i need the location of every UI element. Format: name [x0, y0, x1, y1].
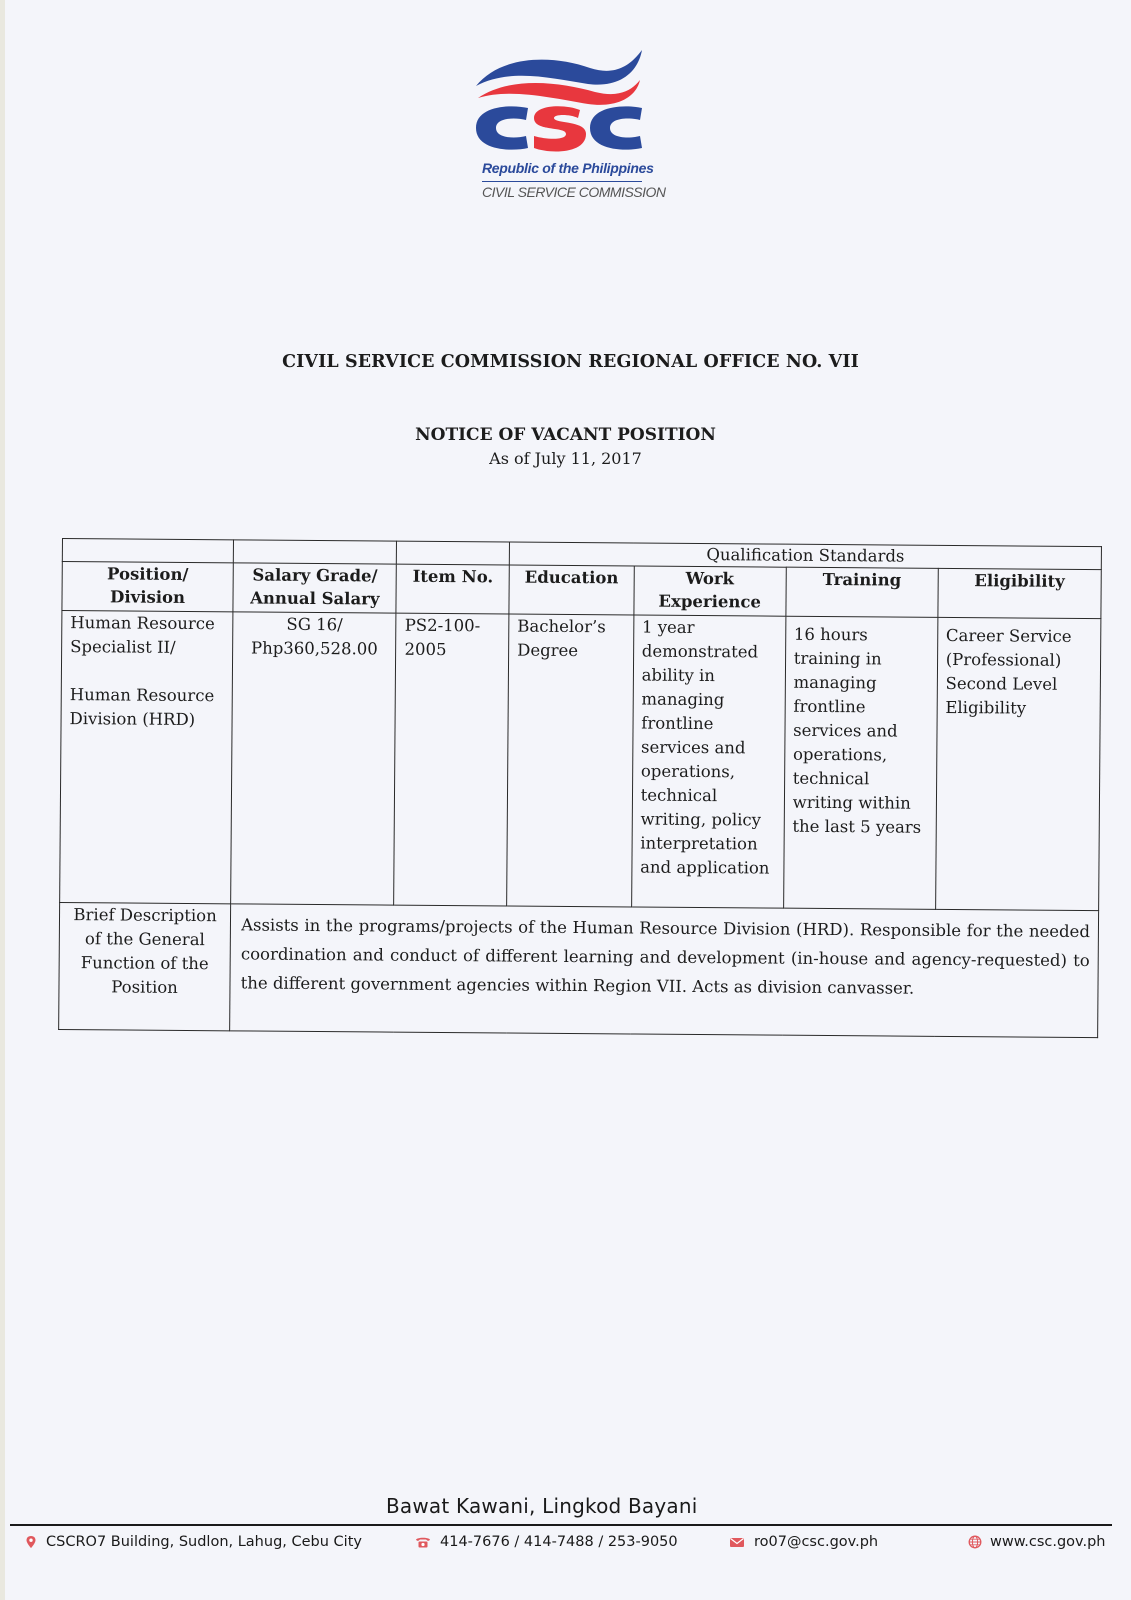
- logo-commission-text: CIVIL SERVICE COMMISSION: [482, 184, 666, 200]
- col-header-work-experience: Work Experience: [634, 566, 786, 616]
- table-header-row: [62, 562, 1101, 619]
- website-link[interactable]: www.csc.gov.ph: [990, 1534, 1106, 1550]
- annual-salary: Php360,528.00: [250, 638, 378, 659]
- footer-phone: [414, 1534, 678, 1550]
- page-edge: [0, 0, 5, 1600]
- cell-item-no: PS2-100-2005: [394, 613, 509, 906]
- office-title: CIVIL SERVICE COMMISSION REGIONAL OFFICE NO. VII: [282, 352, 859, 372]
- footer-email[interactable]: [728, 1534, 878, 1550]
- blank-cell: [233, 540, 396, 564]
- location-pin-icon: [24, 1535, 38, 1549]
- cell-training: 16 hours training in managing frontline services and operations, technical writing within the last 5 years: [783, 616, 937, 909]
- logo-divider: [482, 181, 642, 182]
- phone-text: 414-7676 / 414-7488 / 253-9050: [440, 1534, 678, 1550]
- footer-contact: [0, 1534, 1131, 1558]
- footer-website[interactable]: [968, 1534, 1106, 1550]
- col-header-eligibility: Eligibility: [938, 568, 1102, 618]
- salary-grade: SG 16/: [286, 614, 343, 635]
- globe-icon: [968, 1535, 982, 1549]
- footer-address: [24, 1534, 362, 1550]
- telephone-icon: [414, 1535, 432, 1549]
- cell-eligibility: Career Service (Professional) Second Level Eligibility: [935, 617, 1101, 910]
- notice-title: NOTICE OF VACANT POSITION: [415, 425, 716, 445]
- division-name: Human Resource Division (HRD): [69, 685, 215, 730]
- blank-cell: [397, 541, 510, 565]
- notice-date: As of July 11, 2017: [489, 449, 642, 468]
- description-label: Brief Description of the General Function of the Position: [59, 902, 231, 1030]
- envelope-icon: [728, 1535, 746, 1549]
- qualification-standards-header: Qualification Standards: [509, 542, 1101, 570]
- col-header-education: Education: [509, 565, 634, 615]
- logo-republic-text: Republic of the Philippines: [482, 160, 654, 176]
- footer-divider: [10, 1524, 1112, 1526]
- position-title: Human Resource Specialist II/: [70, 613, 215, 657]
- csc-logo: [470, 46, 666, 206]
- address-text: CSCRO7 Building, Sudlon, Lahug, Cebu City: [46, 1534, 362, 1550]
- col-header-position: Position/ Division: [62, 562, 234, 612]
- col-header-salary: Salary Grade/ Annual Salary: [233, 563, 397, 613]
- col-header-item-no: Item No.: [396, 564, 509, 614]
- csc-logo-mark: [470, 46, 660, 158]
- table-row: [60, 611, 1101, 911]
- cell-work-experience: 1 year demonstrated ability in managing frontline services and operations, technical writing, policy interpretation and application: [631, 615, 785, 908]
- blank-cell: [62, 539, 233, 563]
- cell-position: [60, 611, 233, 904]
- cell-education: Bachelor’s Degree: [507, 614, 634, 907]
- description-row: [59, 902, 1099, 1037]
- vacancy-table: [58, 538, 1102, 1038]
- description-text: Assists in the programs/projects of the Human Resource Division (HRD). Responsible for the needed coordination and conduct of different learning and development (in-house and agency-requested) to the different government agencies within Region VII. Acts as division canvasser.: [230, 904, 1099, 1038]
- cell-salary: [231, 612, 397, 905]
- col-header-training: Training: [786, 567, 938, 617]
- motto: Bawat Kawani, Lingkod Bayani: [386, 1494, 698, 1518]
- email-link[interactable]: ro07@csc.gov.ph: [754, 1534, 879, 1550]
